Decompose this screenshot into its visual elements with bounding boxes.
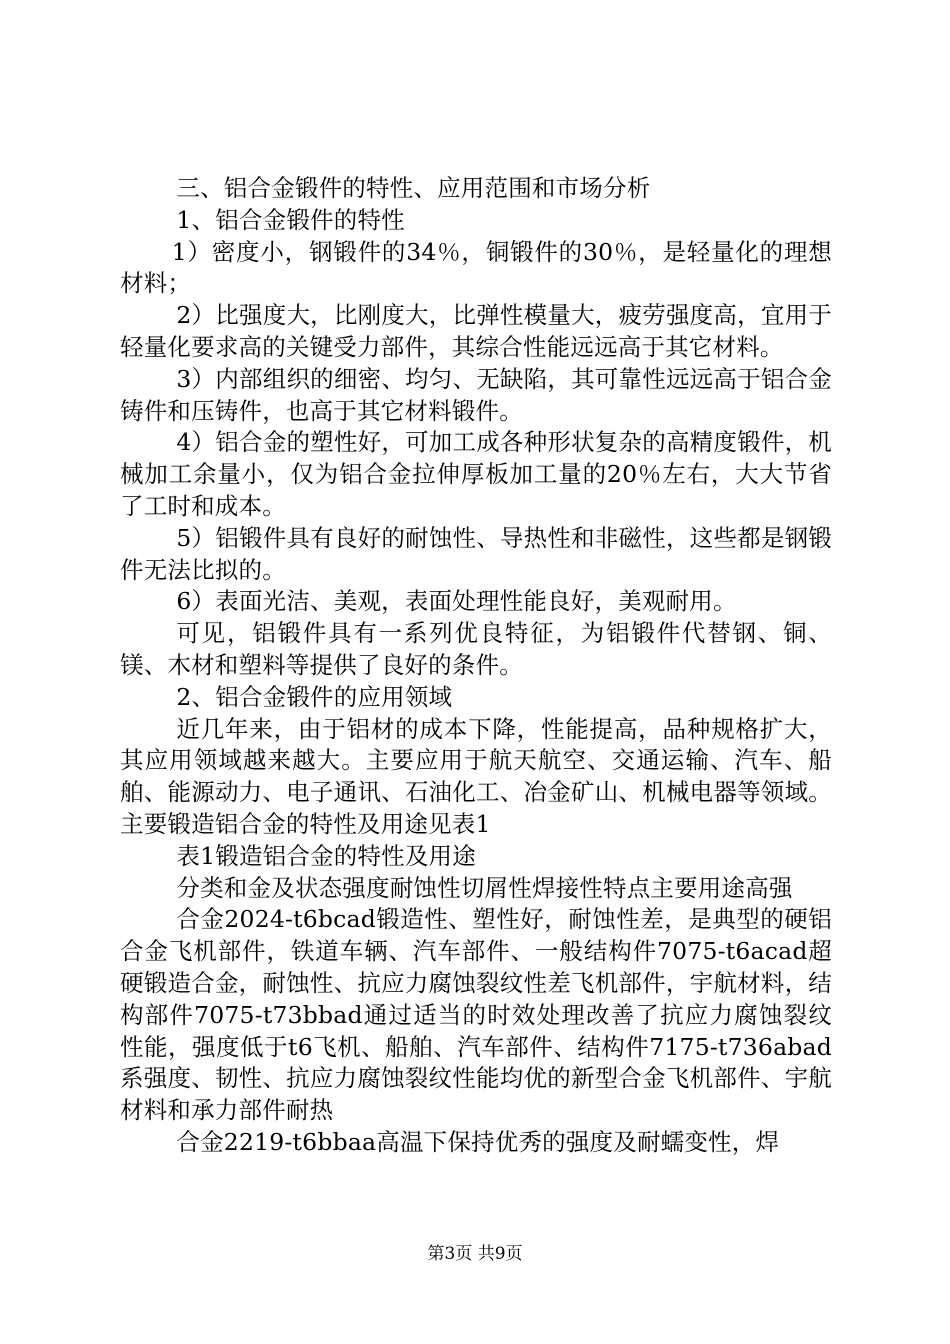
table-body-text: 合金2219-t6bbaa高温下保持优秀的强度及耐蠕变性，焊: [176, 1127, 780, 1156]
paragraph: 3）内部组织的细密、均匀、无缺陷，其可靠性远远高于铝合金铸件和压铸件，也高于其它材料锻件。: [120, 364, 832, 425]
paragraph: 6）表面光洁、美观，表面处理性能良好，美观耐用。: [176, 587, 737, 616]
paragraph: 近几年来，由于铝材的成本下降，性能提高，品种规格扩大，其应用领域越来越大。主要应用于航天航空、交通运输、汽车、船舶、能源动力、电子通讯、石油化工、冶金矿山、机械电器等领域。主要锻造铝合金的特性及用途见表1: [120, 714, 832, 838]
paragraph: 2）比强度大，比刚度大，比弹性模量大，疲劳强度高，宜用于轻量化要求高的关键受力部件，其综合性能远远高于其它材料。: [120, 301, 832, 361]
subsection-heading: 1、铝合金锻件的特性: [176, 205, 405, 234]
table-body-text: 合金2024-t6bcad锻造性、塑性好，耐蚀性差，是典型的硬铝合金飞机部件，铁道车辆、汽车部件、一般结构件7075-t6acad超硬锻造合金，耐蚀性、抗应力腐蚀裂纹性差飞机部件，宇航材料，结构部件7075-t73bbad通过适当的时效处理改善了抗应力腐蚀裂纹性能，强度低于t6飞机、船舶、汽车部件、结构件7175-t736abad系强度、韧性、抗应力腐蚀裂纹性能均优的新型合金飞机部件、宇航材料和承力部件耐热: [120, 905, 832, 1125]
document-body: [120, 173, 832, 1159]
section-heading: 三、铝合金锻件的特性、应用范围和市场分析: [176, 174, 651, 202]
paragraph: 4）铝合金的塑性好，可加工成各种形状复杂的高精度锻件，机械加工余量小，仅为铝合金拉伸厚板加工量的20％左右，大大节省了工时和成本。: [120, 428, 832, 520]
subsection-heading: 2、铝合金锻件的应用领域: [176, 682, 453, 711]
paragraph: 5）铝锻件具有良好的耐蚀性、导热性和非磁性，这些都是钢锻件无法比拟的。: [120, 523, 832, 584]
table-header-text: 分类和金及状态强度耐蚀性切屑性焊接性特点主要用途高强: [176, 873, 793, 902]
table-caption: 表1锻造铝合金的特性及用途: [176, 841, 476, 870]
paragraph: 可见，铝锻件具有一系列优良特征，为铝锻件代替钢、铜、镁、木材和塑料等提供了良好的条件。: [120, 619, 832, 679]
paragraph: 1）密度小，钢锻件的34％，铜锻件的30％，是轻量化的理想材料；: [120, 237, 832, 298]
page-number-footer: 第3页 共9页: [427, 1244, 523, 1264]
